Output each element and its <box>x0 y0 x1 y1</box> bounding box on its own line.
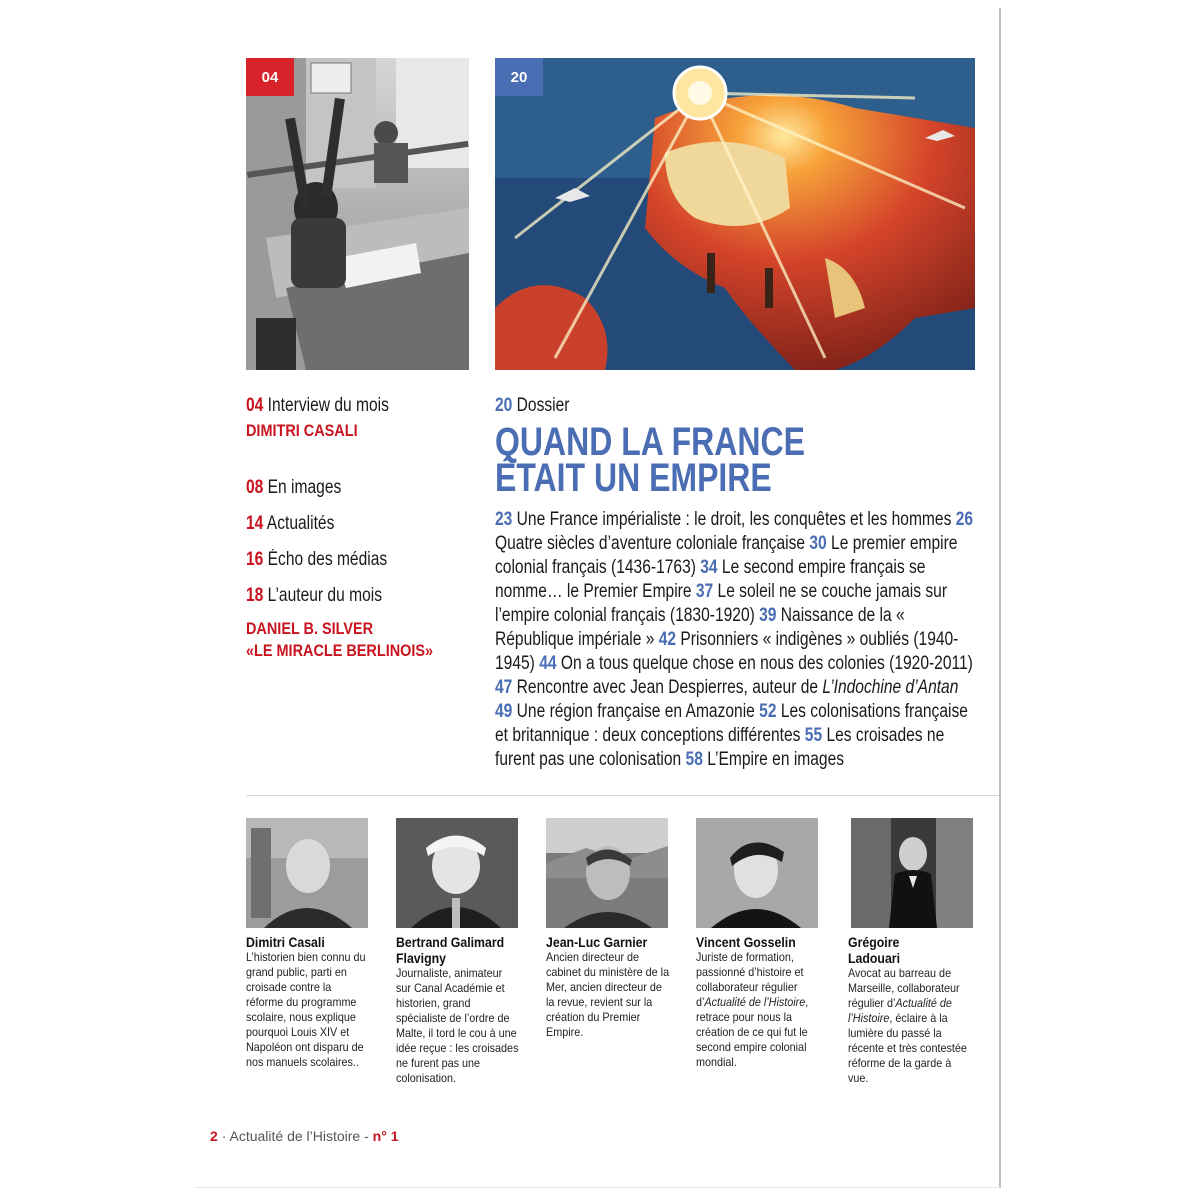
toc-item-actualites[interactable] <box>246 512 435 536</box>
page-footer <box>210 1128 399 1144</box>
entry-number: 58 <box>685 749 703 770</box>
author-bio-text: Avocat au barreau de Marseille, collaborateur régulier d’ <box>848 966 960 1010</box>
entry-number: 55 <box>804 725 823 746</box>
page-badge-04: 04 <box>246 58 294 96</box>
author-bio: L’historien bien connu du grand public, parti en croisade contre la réforme du programme scolaire, nous explique pourquoi Louis XIV et Napoléon ont disparu de nos manuels scolaires.. <box>246 950 366 1069</box>
author-card <box>546 818 681 1040</box>
dossier-label: Dossier <box>516 395 570 416</box>
left-toc-column <box>246 394 476 662</box>
entry-text: Le second empire français se nomme… le Premier Empire <box>495 557 926 602</box>
author-bio-magazine: Actualité de l’Histoire <box>704 995 806 1009</box>
author-name: Dimitri Casali <box>246 934 325 950</box>
toc-item-label: Écho des médias <box>267 549 388 570</box>
author-portrait-ladouari <box>848 818 976 928</box>
empire-map-image <box>495 58 975 370</box>
author-name-text: Bertrand Galimard Flavigny <box>396 934 505 966</box>
entry-number: 26 <box>955 509 974 530</box>
dossier-entry[interactable] <box>495 701 755 722</box>
author-card <box>246 818 381 1070</box>
dossier-section <box>495 394 995 772</box>
author-of-month-name: DANIEL B. SILVER <box>246 619 374 638</box>
entry-number: 37 <box>695 581 714 602</box>
entry-text: Prisonniers « indigènes » oubliés (1940-1945) <box>495 629 959 674</box>
author-name-text: Grégoire Ladouari <box>848 934 901 966</box>
entry-number: 39 <box>759 605 777 626</box>
author-card <box>396 818 531 1086</box>
entry-text: Les croisades ne furent pas une colonisation <box>495 725 945 770</box>
classroom-photo-image <box>246 58 469 370</box>
dossier-entries <box>495 508 979 772</box>
author-portrait-flavigny <box>396 818 518 928</box>
toc-item-label: L’auteur du mois <box>267 585 382 606</box>
dossier-entry[interactable] <box>495 677 958 698</box>
entry-text: Le soleil ne se couche jamais sur l’empire colonial français (1830-1920) <box>495 581 948 626</box>
author-bio-magazine: Actualité de l’Histoire <box>848 996 952 1025</box>
author-card <box>696 818 831 1070</box>
entry-text: Quatre siècles d’aventure coloniale française <box>495 533 806 554</box>
author-name: Jean-Luc Garnier <box>546 934 648 950</box>
author-portrait-garnier <box>546 818 668 928</box>
toc-item-number: 16 <box>246 549 264 570</box>
entry-number: 30 <box>809 533 827 554</box>
author-bio <box>848 966 972 1086</box>
dossier-heading[interactable] <box>495 394 905 418</box>
entry-text: Naissance de la « République impériale » <box>495 605 905 650</box>
entry-number: 34 <box>700 557 718 578</box>
entry-text: Une région française en Amazonie <box>516 701 755 722</box>
page-number: 2 <box>210 1128 218 1144</box>
entry-text: L’Empire en images <box>707 749 845 770</box>
entry-number: 23 <box>495 509 513 530</box>
toc-item-label: Actualités <box>266 513 335 534</box>
entry-text: Les colonisations française et britannique : deux conceptions différentes <box>495 701 968 746</box>
empire-map-illustration <box>495 58 975 370</box>
toc-item-number: 18 <box>246 585 264 606</box>
toc-item-en-images[interactable] <box>246 476 435 500</box>
dossier-number: 20 <box>495 395 513 416</box>
author-portrait-gosselin <box>696 818 818 928</box>
author-bio <box>696 950 820 1070</box>
dossier-entry[interactable] <box>495 509 951 530</box>
entry-number: 52 <box>759 701 777 722</box>
author-name <box>396 934 528 966</box>
toc-interview[interactable] <box>246 394 435 418</box>
entry-number: 44 <box>539 653 557 674</box>
dossier-entry[interactable] <box>539 653 973 674</box>
entry-text: On a tous quelque chose en nous des colonies (1920-2011) <box>560 653 973 674</box>
entry-text: Une France impérialiste : le droit, les conquêtes et les hommes <box>516 509 952 530</box>
dossier-title-line-1: QUAND LA FRANCE <box>495 420 805 464</box>
section-divider <box>246 795 999 796</box>
dossier-title <box>495 420 895 500</box>
toc-item-number: 14 <box>246 513 264 534</box>
author-bio-text: Juriste de formation, passionné d’histoire et collaborateur régulier d’ <box>696 950 804 1009</box>
author-portrait-casali <box>246 818 368 928</box>
entry-text: Rencontre avec Jean Despierres, auteur de <box>516 677 819 698</box>
author-card <box>848 818 983 1086</box>
dossier-title-line-2: ÉTAIT UN EMPIRE <box>495 456 772 500</box>
toc-interview-number: 04 <box>246 395 264 416</box>
author-bio: Ancien directeur de cabinet du ministère de la Mer, ancien directeur de la revue, revient sur la création du Premier Empire. <box>546 950 670 1039</box>
toc-item-number: 08 <box>246 477 264 498</box>
page-badge-20: 20 <box>495 58 543 96</box>
entry-number: 49 <box>495 701 513 722</box>
author-bio: Journaliste, animateur sur Canal Académie et historien, grand spécialiste de l’ordre de Malte, il tord le cou à une idée reçue : les croisades ne furent pas une colonisation. <box>396 966 519 1085</box>
entry-number: 42 <box>658 629 677 650</box>
footer-dash: - <box>364 1128 369 1144</box>
author-bio-text: , éclaire à la lumière du passé la récente et très contestée réforme de la garde à vue. <box>848 1011 967 1085</box>
toc-interview-label: Interview du mois <box>267 395 389 416</box>
footer-separator: · <box>221 1128 227 1144</box>
toc-item-auteur-du-mois[interactable] <box>246 584 435 608</box>
entry-italic-title: L’Indochine d’Antan <box>822 677 959 698</box>
entry-text: Le premier empire colonial français (1436-1763) <box>495 533 958 578</box>
author-name: Vincent Gosselin <box>696 934 796 950</box>
issue-number: n° 1 <box>372 1128 399 1144</box>
author-of-month-book: «LE MIRACLE BERLINOIS» <box>246 641 434 660</box>
dossier-entry[interactable] <box>686 749 845 770</box>
interview-guest-name: DIMITRI CASALI <box>246 421 358 440</box>
author-bio-text: , retrace pour nous la création de ce qui fut le second empire colonial mondial. <box>696 995 809 1069</box>
classroom-photo <box>246 58 469 370</box>
magazine-name: Actualité de l’Histoire <box>229 1128 361 1144</box>
toc-item-label: En images <box>267 477 342 498</box>
entry-number: 47 <box>495 677 513 698</box>
author-name <box>848 934 936 966</box>
toc-item-echo-des-medias[interactable] <box>246 548 435 572</box>
